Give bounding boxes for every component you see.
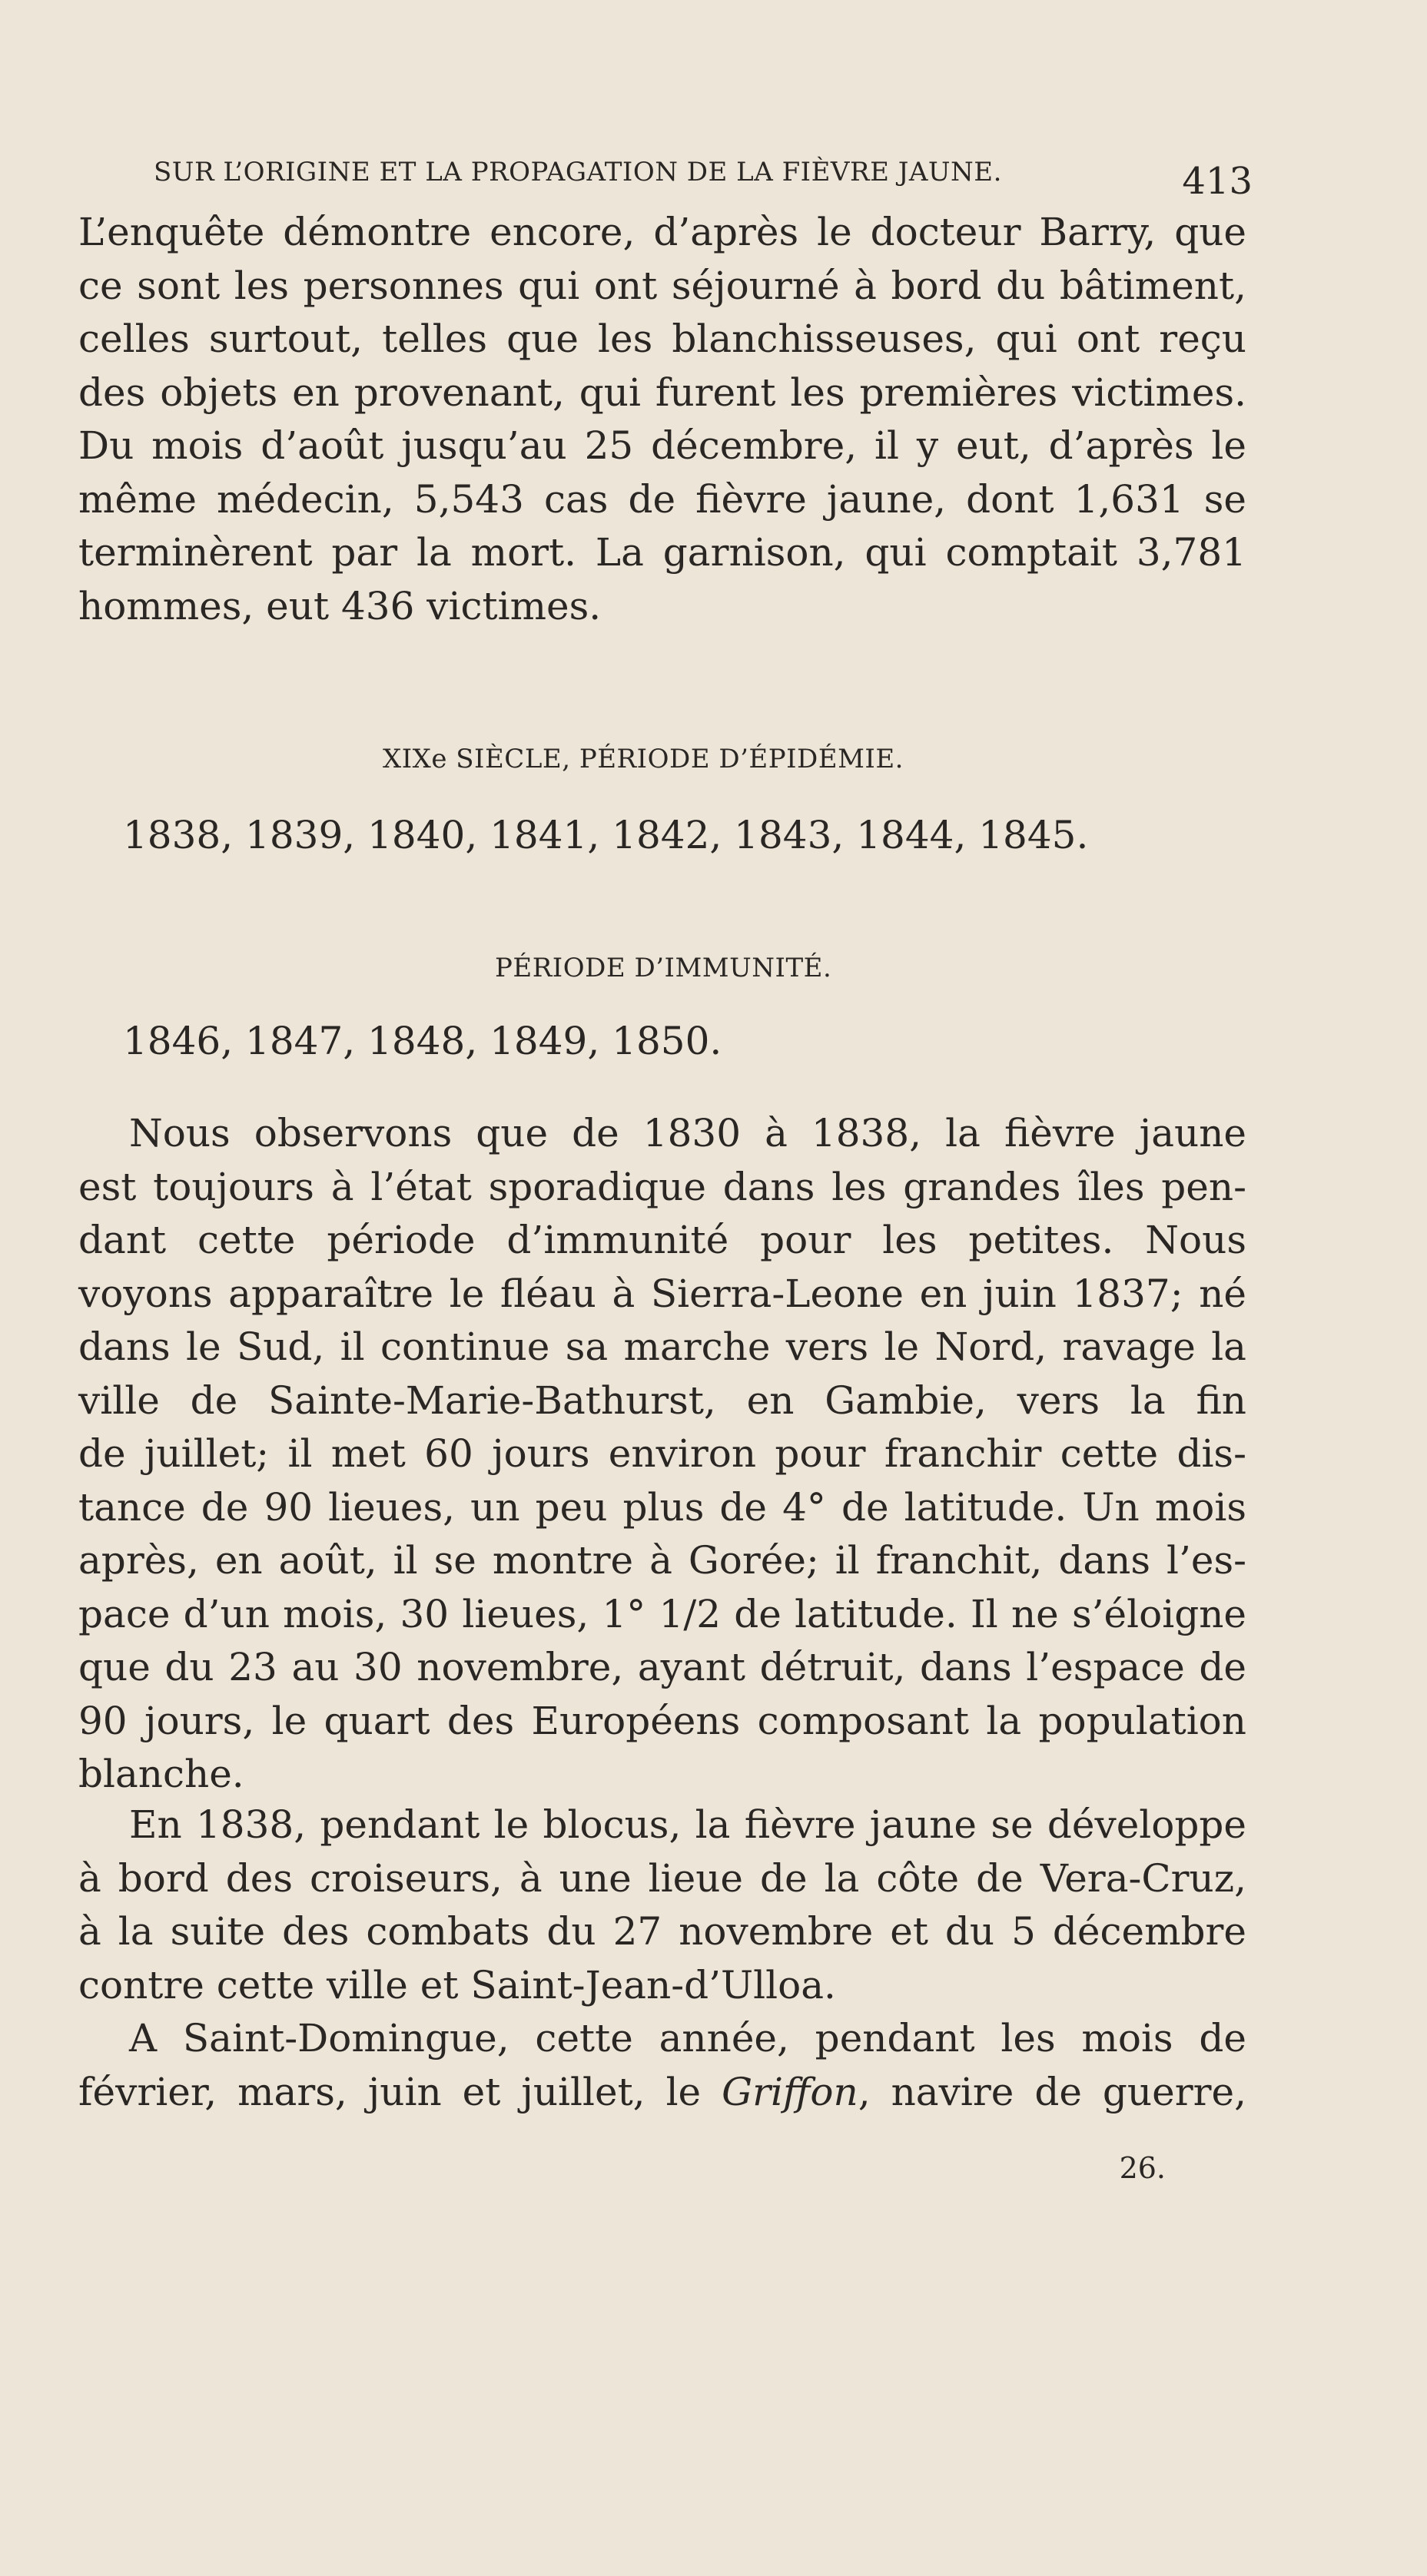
text-line: est toujours à l’état sporadique dans les grandes îles pen-	[78, 1164, 1246, 1209]
text-line: A Saint-Domingue, cette année, pendant les mois de	[129, 2016, 1246, 2060]
immunity-years: 1846, 1847, 1848, 1849, 1850.	[123, 1019, 722, 1063]
text-line: ce sont les personnes qui ont séjourné à bord du bâtiment,	[78, 263, 1246, 308]
text-line: 90 jours, le quart des Européens composant la population	[78, 1698, 1246, 1743]
text-line: tance de 90 lieues, un peu plus de 4° de latitude. Un mois	[78, 1484, 1246, 1530]
text-line: L’enquête démontre encore, d’après le docteur Barry, que	[78, 210, 1246, 254]
ship-name: Griffon	[722, 2069, 858, 2114]
immunity-heading: PÉRIODE D’IMMUNITÉ.	[495, 953, 832, 983]
text-line: Nous observons que de 1830 à 1838, la fièvre jaune	[129, 1111, 1246, 1155]
text-line: dans le Sud, il continue sa marche vers le Nord, ravage la	[78, 1324, 1246, 1369]
paragraph-1	[78, 206, 1246, 633]
text-line: ville de Sainte-Marie-Bathurst, en Gambie, vers la fin	[78, 1378, 1246, 1423]
text-line: Du mois d’août jusqu’au 25 décembre, il y eut, d’après le	[78, 423, 1246, 468]
text-line: celles surtout, telles que les blanchisseuses, qui ont reçu	[78, 317, 1246, 361]
text-line: que du 23 au 30 novembre, ayant détruit, dans l’espace de	[78, 1645, 1246, 1689]
text-line: voyons apparaître le fléau à Sierra-Leone en juin 1837; né	[78, 1271, 1246, 1316]
text-line: contre cette ville et Saint-Jean-d’Ulloa.	[78, 1962, 836, 2007]
text-run: février, mars, juin et juillet, le	[78, 2069, 722, 2114]
text-line: à bord des croiseurs, à une lieue de la côte de Vera-Cruz,	[78, 1855, 1246, 1901]
text-line: à la suite des combats du 27 novembre et du 5 décembre	[78, 1909, 1246, 1954]
paragraph-4	[78, 2012, 1246, 2119]
page-number: 413	[1182, 160, 1253, 203]
text-line: après, en août, il se montre à Gorée; il franchit, dans l’es-	[78, 1538, 1246, 1583]
running-title: SUR L’ORIGINE ET LA PROPAGATION DE LA FIÈVRE JAUNE.	[154, 157, 1002, 187]
text-line: même médecin, 5,543 cas de fièvre jaune, dont 1,631 se	[78, 476, 1246, 522]
text-line: dant cette période d’immunité pour les petites. Nous	[78, 1218, 1246, 1262]
text-run: , navire de guerre,	[858, 2069, 1246, 2114]
text-line: de juillet; il met 60 jours environ pour franchir cette dis-	[78, 1431, 1246, 1476]
epidemic-heading: XIXe SIÈCLE, PÉRIODE D’ÉPIDÉMIE.	[383, 744, 904, 774]
text-line: blanche.	[78, 1752, 244, 1796]
running-head	[154, 154, 1253, 203]
paragraph-3	[78, 1799, 1246, 2012]
text-line: hommes, eut 436 victimes.	[78, 583, 602, 628]
epidemic-years: 1838, 1839, 1840, 1841, 1842, 1843, 1844, 1845.	[123, 813, 1089, 857]
paragraph-2	[78, 1107, 1246, 1802]
text-line	[78, 2066, 1246, 2120]
text-line: pace d’un mois, 30 lieues, 1° 1/2 de latitude. Il ne s’éloigne	[78, 1591, 1246, 1636]
text-line: En 1838, pendant le blocus, la fièvre jaune se développe	[129, 1802, 1246, 1847]
text-line: des objets en provenant, qui furent les premières victimes.	[78, 370, 1246, 415]
text-line: terminèrent par la mort. La garnison, qui comptait 3,781	[78, 530, 1246, 575]
signature-mark: 26.	[1119, 2151, 1166, 2185]
